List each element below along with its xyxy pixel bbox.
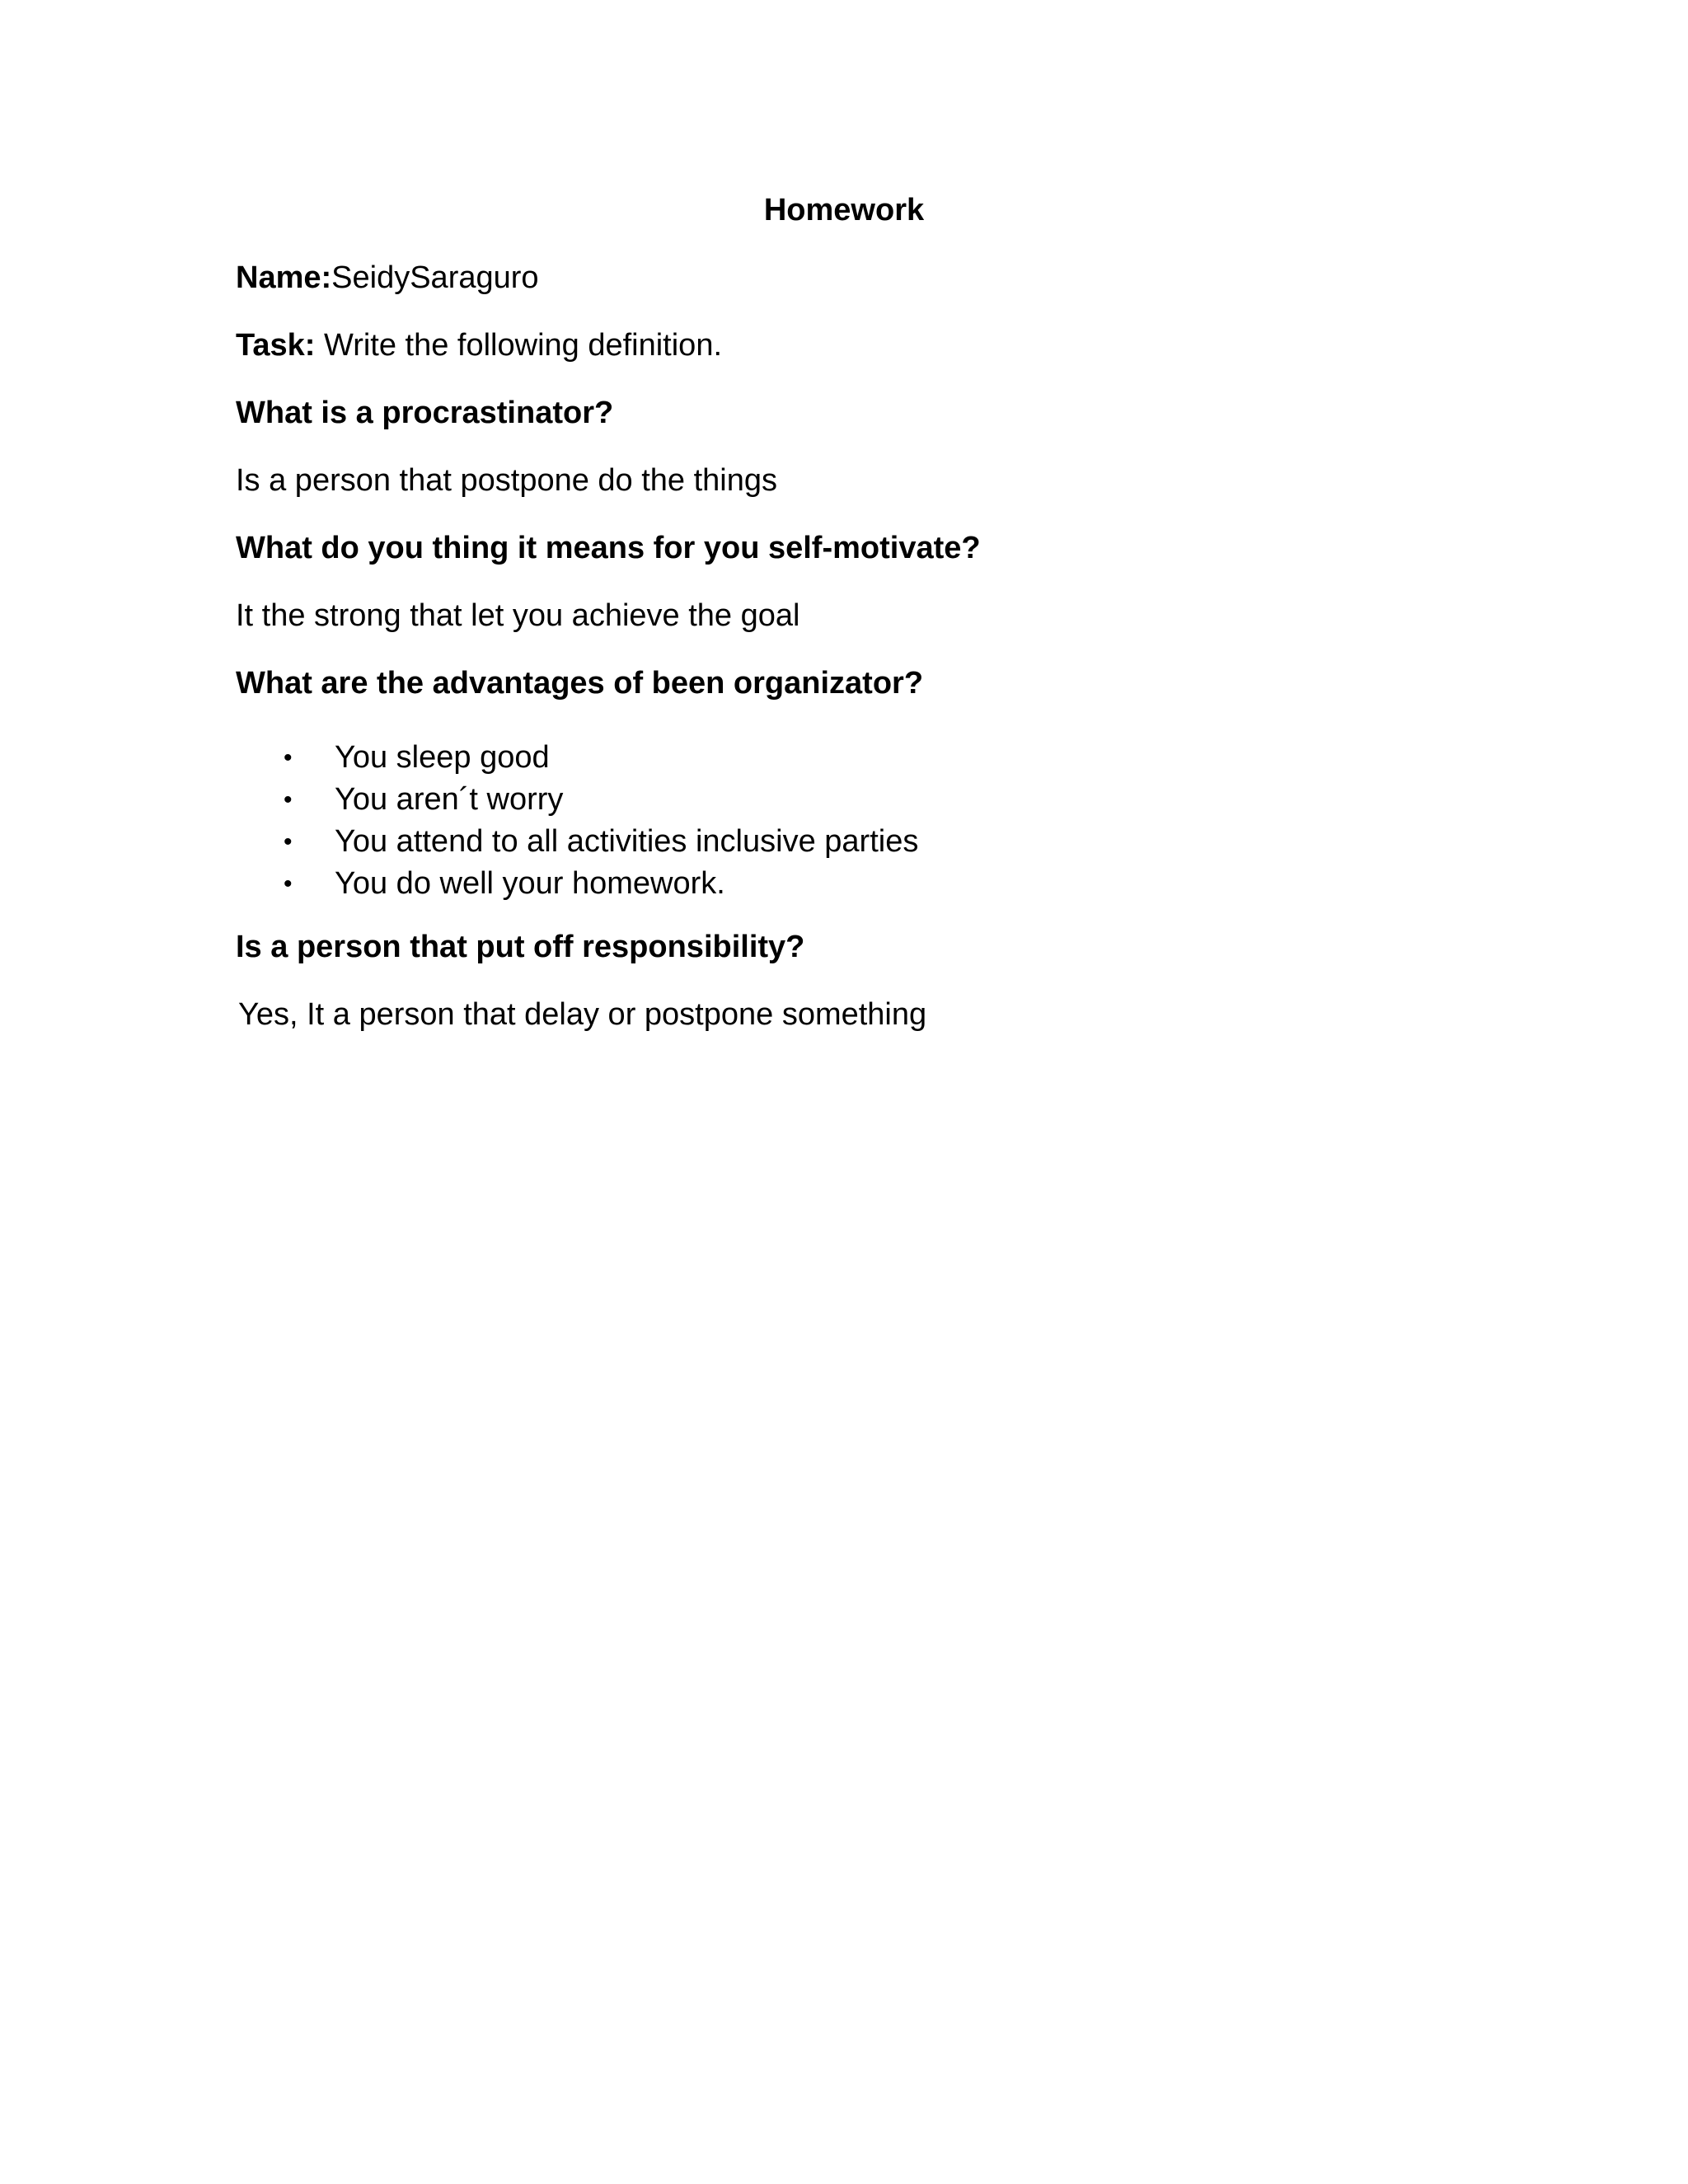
task-label: Task: — [236, 328, 316, 363]
list-item — [236, 737, 918, 779]
advantages-list — [236, 737, 918, 905]
answer-1: Is a person that postpone do the things — [236, 463, 778, 498]
answer-4: Yes, It a person that delay or postpone something — [238, 997, 927, 1032]
question-3: What are the advantages of been organizator? — [236, 666, 924, 701]
list-item-text: You aren´t worry — [335, 782, 564, 817]
list-item — [236, 779, 918, 821]
bullet-icon: • — [284, 786, 293, 813]
name-line — [236, 259, 539, 297]
list-item — [236, 821, 918, 863]
bullet-icon: • — [284, 828, 293, 855]
list-item — [236, 863, 918, 905]
question-4: Is a person that put off responsibility? — [236, 930, 805, 964]
name-label: Name: — [236, 260, 332, 295]
answer-2: It the strong that let you achieve the goal — [236, 598, 800, 633]
page-title: Homework — [763, 193, 925, 227]
question-2: What do you thing it means for you self-motivate? — [236, 531, 981, 565]
list-item-text: You attend to all activities inclusive parties — [335, 824, 919, 859]
question-1: What is a procrastinator? — [236, 396, 614, 430]
task-value: Write the following definition. — [315, 328, 723, 363]
bullet-icon: • — [284, 744, 293, 771]
name-value: SeidySaraguro — [331, 260, 539, 295]
list-item-text: You do well your homework. — [335, 866, 725, 901]
task-line — [236, 326, 722, 364]
list-item-text: You sleep good — [335, 740, 550, 775]
bullet-icon: • — [284, 870, 293, 898]
